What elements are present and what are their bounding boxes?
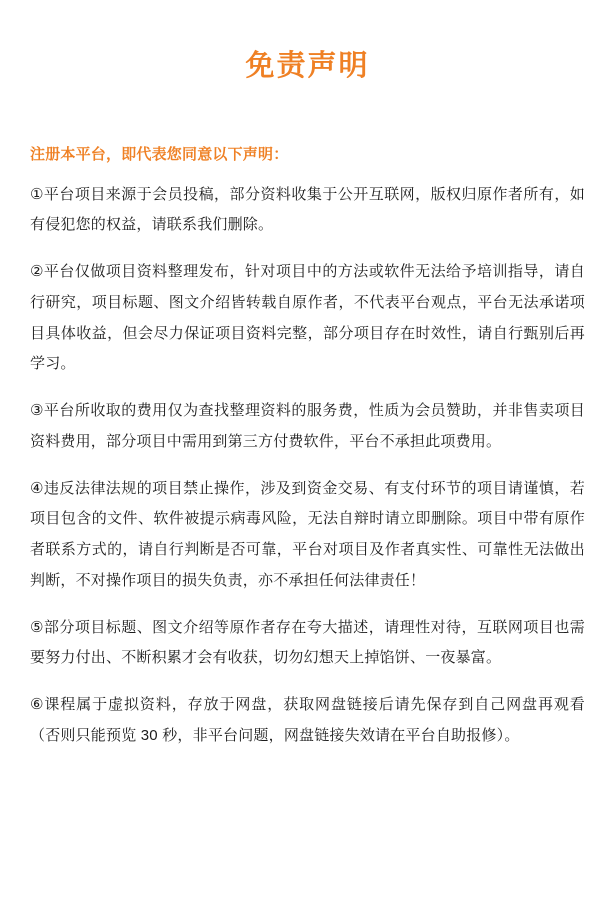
lead-statement: 注册本平台，即代表您同意以下声明： <box>30 145 289 163</box>
clause-item: ⑥课程属于虚拟资料，存放于网盘，获取网盘链接后请先保存到自己网盘再观看（否则只能预览 30 秒，非平台问题，网盘链接失效请在平台自助报修）。 <box>30 696 585 744</box>
clause-item: ⑤部分项目标题、图文介绍等原作者存在夸大描述，请理性对待，互联网项目也需要努力付出、不断积累才会有收获，切勿幻想天上掉馅饼、一夜暴富。 <box>30 618 585 667</box>
clause-item: ①平台项目来源于会员投稿，部分资料收集于公开互联网，版权归原作者所有，如有侵犯您的权益，请联系我们删除。 <box>30 185 585 234</box>
clause-item: ④违反法律法规的项目禁止操作，涉及到资金交易、有支付环节的项目请谨慎，若项目包含的文件、软件被提示病毒风险，无法自辩时请立即删除。项目中带有原作者联系方式的，请自行判断是否可靠，平台对项目及作者真实性、可靠性无法做出判断，不对操作项目的损失负责，亦不承担任何法律责任！ <box>30 479 585 589</box>
clause-item: ③平台所收取的费用仅为查找整理资料的服务费，性质为会员赞助，并非售卖项目资料费用，部分项目中需用到第三方付费软件，平台不承担此项费用。 <box>30 402 585 450</box>
clause-item: ②平台仅做项目资料整理发布，针对项目中的方法或软件无法给予培训指导，请自行研究，项目标题、图文介绍皆转载自原作者，不代表平台观点，平台无法承诺项目具体收益，但会尽力保证项目资料完整，部分项目存在时效性，请自行甄别后再学习。 <box>30 263 585 373</box>
disclaimer-page <box>0 48 615 904</box>
page-title: 免责声明 <box>245 50 370 82</box>
